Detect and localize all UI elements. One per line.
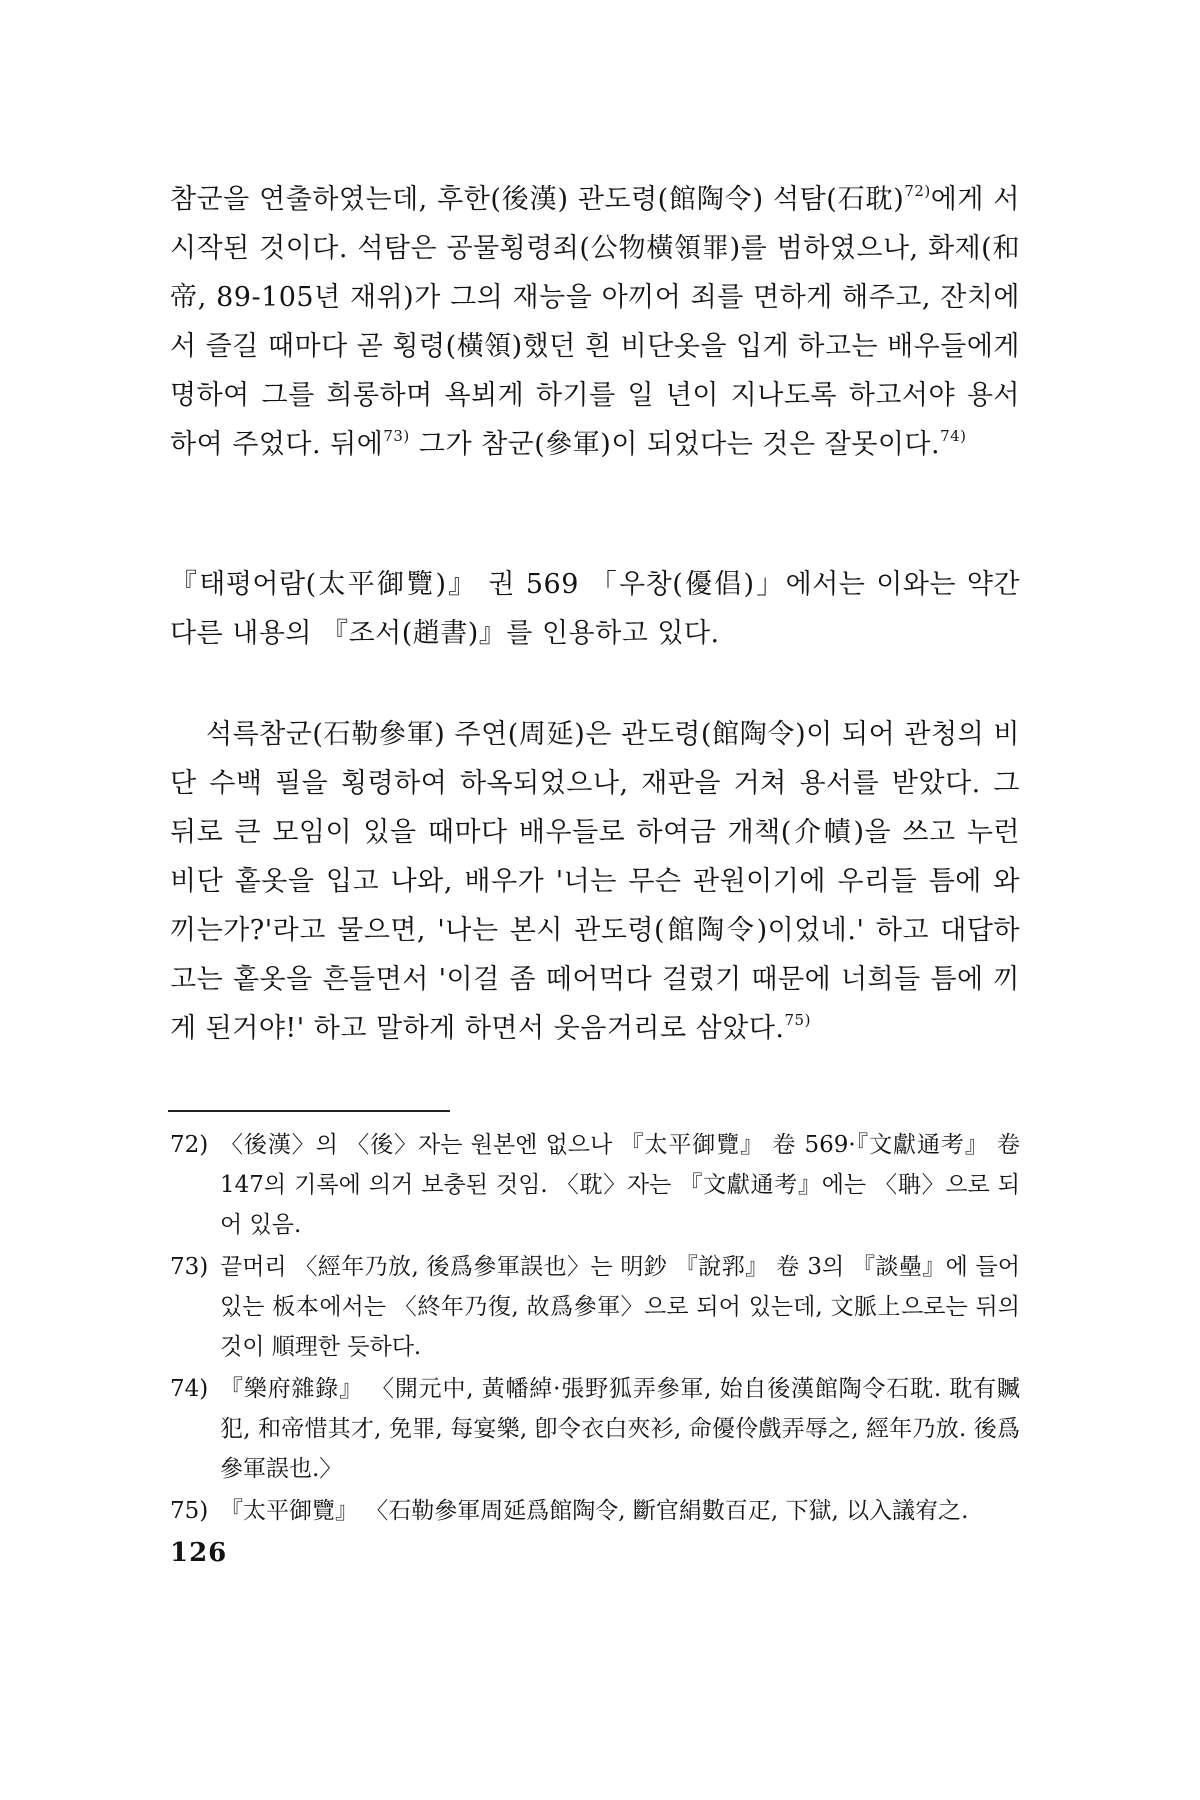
footnote-text: 끝머리 〈經年乃放, 後爲參軍誤也〉는 明鈔 『說郛』 卷 3의 『談壘』에 들어 있는 板本에서는 〈終年乃復, 故爲參軍〉으로 되어 있는데, 文脈上으로는 뒤의 것이 順理한 듯하다. (220, 1254, 1020, 1360)
page-number: 126 (170, 1538, 228, 1568)
footnote-number: 73) (170, 1254, 209, 1280)
body-paragraph-2: 『태평어람(太平御覽)』 권 569 「우창(優倡)」에서는 이와는 약간 다른 내용의 『조서(趙書)』를 인용하고 있다. (170, 569, 1020, 649)
footnote-ref-72: 72) (904, 182, 931, 200)
footnotes (170, 1125, 1020, 1533)
footnote-ref-75: 75) (784, 1011, 811, 1029)
quoted-paragraph (170, 710, 1020, 1053)
paragraph-text: 석륵참군(石勒參軍) 주연(周延)은 관도령(館陶令)이 되어 관청의 비단 수백 필을 횡령하여 하옥되었으나, 재판을 거쳐 용서를 받았다. 그 뒤로 큰 모임이 있을 때마다 배우들로 하여금 개책(介幘)을 쓰고 누런 비단 홑옷을 입고 나와, 배우가 '너는 무슨 관원이기에 우리들 틈에 와 끼는가?'라고 물으면, '나는 본시 관도령(館陶令)이었네.' 하고 대답하고는 홑옷을 흔들면서 '이걸 좀 떼어먹다 걸렸기 때문에 너희들 틈에 끼게 된거야!' 하고 말하게 하면서 웃음거리로 삼았다. (170, 719, 1020, 1044)
footnote-divider (168, 1110, 450, 1112)
footnote-ref-73: 73) (383, 427, 410, 445)
footnote-ref-74: 74) (940, 427, 967, 445)
footnote-number: 72) (170, 1132, 209, 1158)
footnote-74 (170, 1369, 1020, 1489)
paragraph-text: 참군을 연출하였는데, 후한(後漢) 관도령(館陶令) 석탐(石耽) (170, 184, 905, 215)
body-paragraph-1 (170, 175, 1020, 469)
footnote-text: 『太平御覽』 〈石勒參軍周延爲館陶令, 斷官絹數百疋, 下獄, 以入議宥之. (220, 1498, 969, 1524)
paragraph-text: 에게 서 시작된 것이다. 석탐은 공물횡령죄(公物橫領罪)를 범하였으나, 화제(和帝, 89-105년 재위)가 그의 재능을 아끼어 죄를 면하게 해주고, 잔치에서 즐길 때마다 곧 횡령(橫領)했던 흰 비단옷을 입게 하고는 배우들에게 명하여 그를 희롱하며 욕뵈게 하기를 일 년이 지나도록 하고서야 용서하여 주었다. 뒤에 (170, 184, 1020, 460)
footnote-73 (170, 1247, 1020, 1367)
footnote-number: 75) (170, 1498, 209, 1524)
footnote-number: 74) (170, 1376, 209, 1402)
footnote-text: 〈後漢〉의 〈後〉자는 원본엔 없으나 『太平御覽』 卷 569·『文獻通考』 卷 147의 기록에 의거 보충된 것임. 〈耽〉자는 『文獻通考』에는 〈聃〉으로 되어 있음. (220, 1132, 1020, 1238)
footnote-text: 『樂府雜錄』 〈開元中, 黃幡綽·張野狐弄參軍, 始自後漢館陶令石耽. 耽有贓犯, 和帝惜其才, 免罪, 每宴樂, 卽令衣白夾衫, 命優伶戲弄辱之, 經年乃放. 後爲參軍誤也.〉 (220, 1376, 1020, 1482)
footnote-75 (170, 1491, 1020, 1531)
paragraph-text: 그가 참군(參軍)이 되었다는 것은 잘못이다. (409, 429, 941, 460)
footnote-72 (170, 1125, 1020, 1245)
